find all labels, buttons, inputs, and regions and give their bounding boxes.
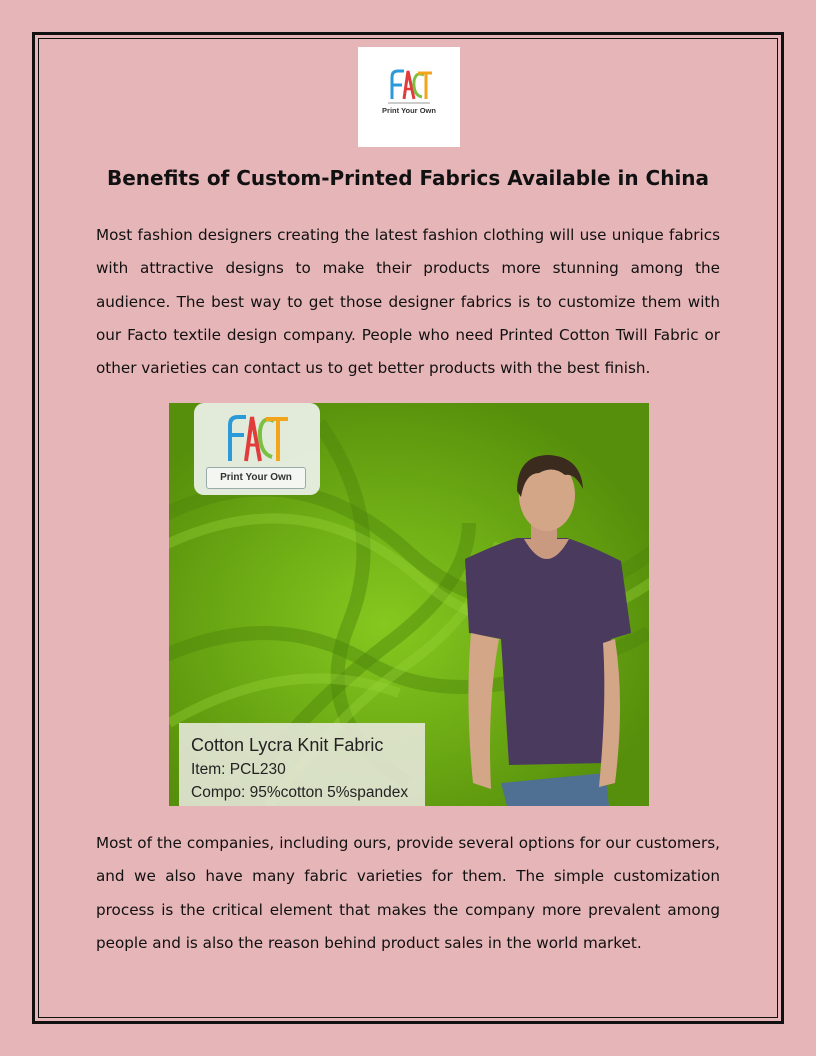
photo-watermark-logo [194,403,320,495]
product-photo [169,403,649,806]
photo-logo-tagline: Print Your Own [206,467,306,489]
intro-paragraph: Most fashion designers creating the latest fashion clothing will use unique fabrics with attractive designs to make their products more stunning among the audience. The best way to get those designer fabrics is to customize them with our Facto textile design company. People who need Printed Cotton Twill Fabric or other varieties can contact us to get better products with the best finish. [96,226,720,378]
item-key: Item: [191,761,226,778]
fabric-name: Cotton Lycra Knit Fabric [191,735,384,755]
compo-key: Compo: [191,784,246,801]
fabric-item-line [191,761,286,779]
fabric-info-card [179,723,425,806]
compo-value: 95%cotton 5%spandex [249,784,409,801]
fabric-compo-line [191,784,408,802]
fact-logo-icon [194,403,320,467]
item-value: PCL230 [229,761,286,778]
company-logo [358,47,460,147]
closing-paragraph: Most of the companies, including ours, provide several options for our customers, and we also have many fabric varieties for them. The simple customization process is the critical element that makes the company more prevalent among people and is also the reason behind product sales in the world market. [96,834,720,952]
page-title: Benefits of Custom-Printed Fabrics Available in China [106,166,710,190]
fact-logo-icon [358,47,460,147]
logo-tagline: Print Your Own [382,106,436,115]
